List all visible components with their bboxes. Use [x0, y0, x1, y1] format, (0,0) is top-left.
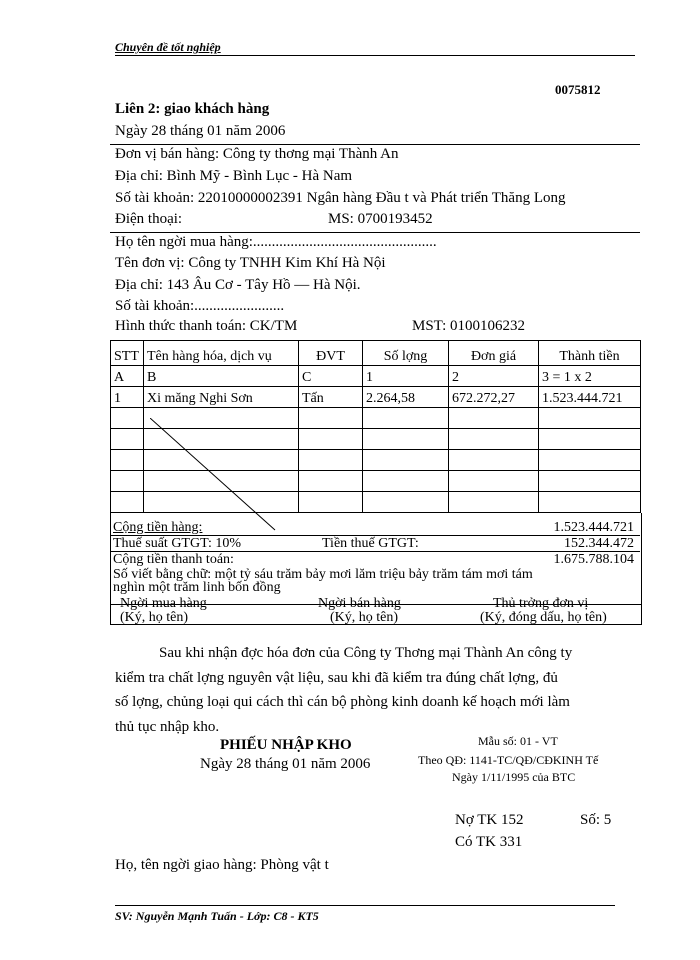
debit-account: Nợ TK 152 — [455, 812, 524, 828]
footer-rule — [115, 905, 615, 906]
table-header-row — [111, 341, 641, 366]
col-header: Tên hàng hóa, dịch vụ — [144, 341, 299, 366]
table-cell: C — [299, 366, 363, 387]
signature-director-note: (Ký, đóng dấu, họ tên) — [480, 610, 607, 625]
table-row — [111, 387, 641, 408]
credit-account: Có TK 331 — [455, 834, 523, 850]
footer-student: SV: Nguyễn Mạnh Tuấn - Lớp: C8 - KT5 — [115, 909, 319, 923]
amount-in-words-line1: Số viết bằng chữ: một tỷ sáu trăm bảy mơi lăm triệu bảy trăm tám mơi tám — [113, 567, 533, 582]
signature-seller-role: Ngời bán hàng — [318, 596, 401, 611]
payment-method: Hình thức thanh toán: CK/TM — [115, 318, 298, 334]
signature-director-role: Thủ trởng đơn vị — [493, 596, 589, 611]
body-paragraph — [115, 641, 637, 739]
table-cell: 672.272,27 — [449, 387, 539, 408]
col-header: Số lợng — [363, 341, 449, 366]
table-cell: B — [144, 366, 299, 387]
table-cell: 1 — [111, 387, 144, 408]
goods-total-label: Cộng tiền hàng: — [113, 520, 203, 535]
buyer-address: Địa chỉ: 143 Âu Cơ - Tây Hồ — Hà Nội. — [115, 277, 361, 293]
col-header: Thành tiền — [539, 341, 641, 366]
paragraph-line: thủ tục nhập kho. — [115, 718, 220, 735]
table-cell: A — [111, 366, 144, 387]
buyer-mst: MST: 0100106232 — [412, 318, 526, 334]
table-cell: 1.523.444.721 — [539, 387, 641, 408]
amount-in-words-line2: nghìn một trăm linh bốn đồng — [113, 580, 281, 595]
seller-unit: Đơn vị bán hàng: Công ty thơng mại Thành An — [115, 146, 399, 162]
buyer-unit: Tên đơn vị: Công ty TNHH Kim Khí Hà Nội — [115, 255, 386, 271]
signature-buyer-note: (Ký, họ tên) — [120, 610, 189, 625]
signature-buyer-role: Ngời mua hàng — [120, 596, 207, 611]
goods-total-value: 1.523.444.721 — [553, 520, 634, 535]
vat-amount-value: 152.344.472 — [564, 536, 634, 551]
seller-address: Địa chỉ: Bình Mỹ - Bình Lục - Hà Nam — [115, 168, 353, 184]
receipt-number: Số: 5 — [580, 812, 612, 828]
deliverer-name: Họ, tên ngời giao hàng: Phòng vật t — [115, 857, 329, 873]
table-cell: 2 — [449, 366, 539, 387]
form-decision: Theo QĐ: 1141-TC/QĐ/CĐKINH Tế — [418, 753, 599, 767]
buyer-name: Họ tên ngời mua hàng:................................................. — [115, 234, 437, 250]
seller-ms: MS: 0700193452 — [328, 211, 433, 227]
paragraph-line: số lợng, chủng loại qui cách thì cán bộ phòng kinh doanh kế hoạch mới làm — [115, 694, 570, 710]
grand-total-value: 1.675.788.104 — [553, 552, 634, 567]
seller-account: Số tài khoản: 22010000002391 Ngân hàng Đầu t và Phát triển Thăng Long — [115, 190, 566, 206]
table-cell: 1 — [363, 366, 449, 387]
table-cell: Tấn — [299, 387, 363, 408]
divider — [110, 144, 640, 145]
header-rule — [115, 55, 635, 56]
col-header: ĐVT — [299, 341, 363, 366]
form-number: Mẫu số: 01 - VT — [478, 734, 558, 748]
invoice-copy-label: Liên 2: giao khách hàng — [115, 101, 270, 117]
grand-total-label: Cộng tiền thanh toán: — [113, 552, 234, 567]
table-cell: Xi măng Nghi Sơn — [144, 387, 299, 408]
table-code-row — [111, 366, 641, 387]
seller-phone: Điện thoại: — [115, 211, 183, 227]
buyer-account: Số tài khoản:........................ — [115, 298, 285, 314]
paragraph-line: kiểm tra chất lợng nguyên vật liệu, sau khi đã kiểm tra đúng chất lợng, đủ — [115, 669, 558, 686]
receipt-title: PHIẾU NHẬP KHO — [220, 737, 352, 753]
vat-rate: Thuế suất GTGT: 10% — [113, 536, 241, 551]
vat-amount-label: Tiền thuế GTGT: — [322, 536, 419, 551]
table-cell: 2.264,58 — [363, 387, 449, 408]
divider — [110, 232, 640, 233]
invoice-serial: 0075812 — [555, 82, 601, 97]
invoice-date: Ngày 28 tháng 01 năm 2006 — [115, 123, 286, 139]
col-header: STT — [111, 341, 144, 366]
table-cell: 3 = 1 x 2 — [539, 366, 641, 387]
receipt-date: Ngày 28 tháng 01 năm 2006 — [200, 756, 371, 772]
form-decision-date: Ngày 1/11/1995 của BTC — [452, 770, 576, 784]
col-header: Đơn giá — [449, 341, 539, 366]
document-header: Chuyên đề tốt nghiệp — [115, 40, 221, 54]
paragraph-line: Sau khi nhận đợc hóa đơn của Công ty Thơng mại Thành An công ty — [159, 645, 573, 661]
signature-seller-note: (Ký, họ tên) — [330, 610, 399, 625]
